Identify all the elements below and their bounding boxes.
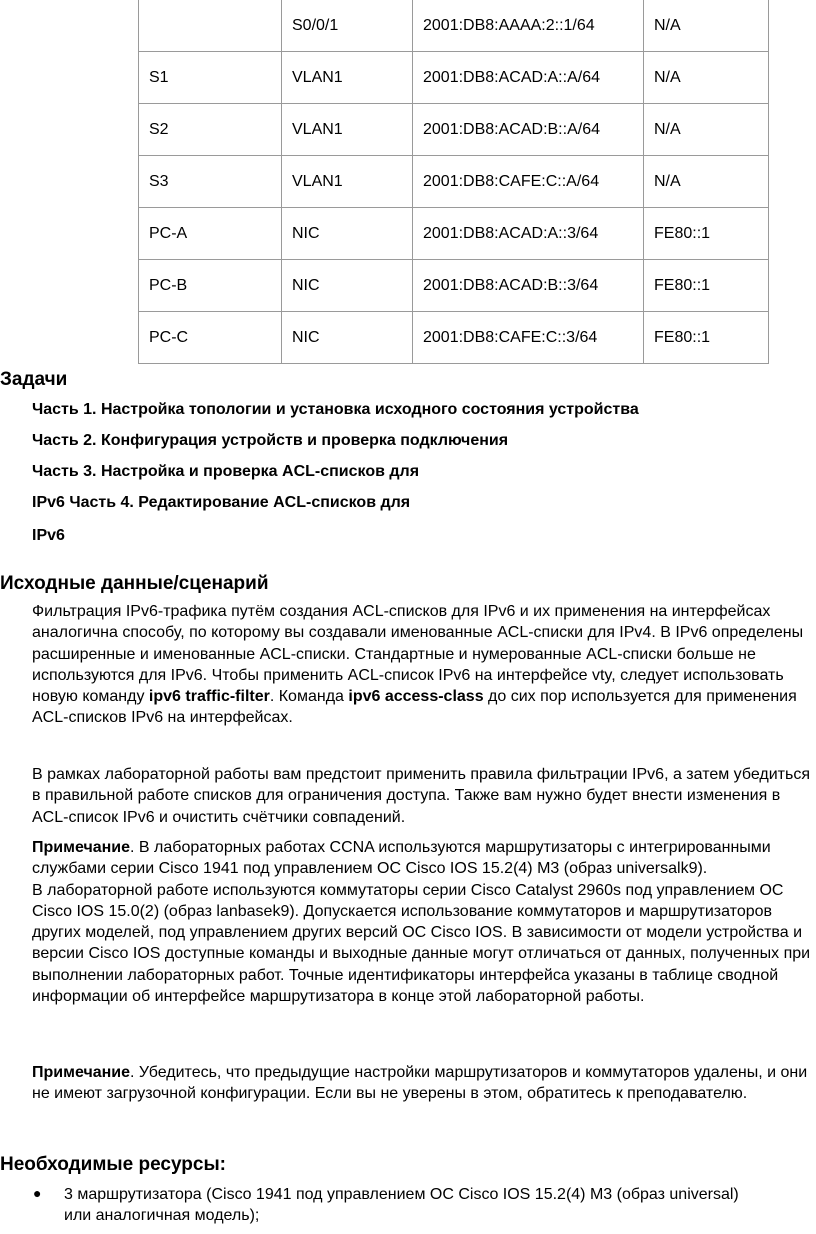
command-text: ipv6 traffic-filter	[148, 688, 270, 706]
table-cell: N/A	[644, 52, 769, 104]
table-row	[139, 52, 769, 104]
table-cell: 2001:DB8:ACAD:A::A/64	[413, 52, 644, 104]
table-cell: VLAN1	[282, 52, 413, 104]
table-cell: PC-B	[139, 260, 282, 312]
task-line: Часть 3. Настройка и проверка ACL-списков для	[32, 463, 420, 480]
note-text: В лабораторной работе используются коммутаторы серии Cisco Catalyst 2960s под управлением ОС Cisco IOS 15.0(2) (образ lanbasek9). Допускается использование коммутаторов и маршрутизаторов других моделей, под управлением других версий ОС Cisco IOS. В зависимости от модели устройства и версии Cisco IOS доступные команды и выходные данные могут отличаться от данных, полученных при выполнении лабораторных работ. Точные идентификаторы интерфейса указаны в таблице сводной информации об интерфейсе маршрутизатора в конце этой лабораторной работы.	[32, 881, 811, 1006]
table-cell: NIC	[282, 260, 413, 312]
table-cell: N/A	[644, 156, 769, 208]
note-block	[32, 1062, 812, 1105]
task-line: Часть 2. Конфигурация устройств и проверка подключения	[32, 432, 509, 449]
note-label: Примечание	[32, 839, 131, 856]
table-row	[139, 0, 769, 52]
table-cell: S1	[139, 52, 282, 104]
table-row	[139, 260, 769, 312]
table-cell: NIC	[282, 312, 413, 364]
table-row	[139, 312, 769, 364]
task-line: IPv6 Часть 4. Редактирование ACL-списков для	[32, 494, 411, 511]
resources-heading: Необходимые ресурсы:	[0, 1154, 227, 1175]
table-row	[139, 104, 769, 156]
note-label: Примечание	[32, 1064, 131, 1081]
paragraph-text: . Команда	[269, 688, 349, 706]
table-cell: 2001:DB8:ACAD:A::3/64	[413, 208, 644, 260]
table-cell	[139, 0, 282, 52]
task-line: IPv6	[32, 527, 65, 544]
table-cell: PC-C	[139, 312, 282, 364]
table-cell: PC-A	[139, 208, 282, 260]
scenario-paragraph	[32, 601, 812, 729]
scenario-paragraph: В рамках лабораторной работы вам предстоит применить правила фильтрации IPv6, а затем убедиться в правильной работе списков для ограничения доступа. Также вам нужно будет внести изменения в ACL-список IPv6 и очистить счётчики совпадений.	[32, 766, 810, 826]
table-cell: N/A	[644, 104, 769, 156]
table-cell: 2001:DB8:CAFE:C::3/64	[413, 312, 644, 364]
scenario-heading: Исходные данные/сценарий	[0, 573, 269, 594]
note-text: . В лабораторных работах CCNA используются маршрутизаторы с интегрированными службами серии Cisco 1941 под управлением ОС Cisco IOS 15.2(4) M3 (образ universalk9).	[32, 839, 771, 878]
list-item: 3 маршрутизатора (Cisco 1941 под управлением ОС Cisco IOS 15.2(4) M3 (образ universal) или аналогичная модель);	[64, 1186, 739, 1225]
table-cell: 2001:DB8:ACAD:B::3/64	[413, 260, 644, 312]
tasks-heading: Задачи	[0, 369, 68, 390]
table-cell: FE80::1	[644, 312, 769, 364]
table-cell: 2001:DB8:CAFE:C::A/64	[413, 156, 644, 208]
table-cell: VLAN1	[282, 104, 413, 156]
table-cell: S0/0/1	[282, 0, 413, 52]
note-text: . Убедитесь, что предыдущие настройки маршрутизаторов и коммутаторов удалены, и они не имеют загрузочной конфигурации. Если вы не уверены в этом, обратитесь к преподавателю.	[32, 1064, 808, 1103]
table-cell: S2	[139, 104, 282, 156]
table-row	[139, 156, 769, 208]
table-cell: N/A	[644, 0, 769, 52]
bullet-icon: ●	[33, 1185, 42, 1201]
command-text: ipv6 access-class	[348, 688, 484, 706]
addressing-table	[138, 0, 769, 364]
table-cell: 2001:DB8:ACAD:B::A/64	[413, 104, 644, 156]
table-row	[139, 208, 769, 260]
table-cell: S3	[139, 156, 282, 208]
table-cell: 2001:DB8:AAAA:2::1/64	[413, 0, 644, 52]
paragraph-text: Фильтрация IPv6-трафика путём создания ACL-списков для IPv6 и их применения на интерфейсах аналогична способу, по которому вы создавали именованные ACL-списки для IPv4. В IPv6 определены расширенные и именованные ACL-списки. Стандартные и нумерованные ACL-списки больше не используются для IPv6. Чтобы применить ACL-список IPv6 на интерфейсе vty, следует использовать новую команду	[32, 603, 804, 706]
task-line: Часть 1. Настройка топологии и установка исходного состояния устройства	[32, 401, 639, 418]
table-cell: NIC	[282, 208, 413, 260]
table-cell: FE80::1	[644, 260, 769, 312]
table-cell: VLAN1	[282, 156, 413, 208]
note-block	[32, 837, 812, 1007]
table-cell: FE80::1	[644, 208, 769, 260]
paragraph-text: до сих пор используется для применения ACL-списков IPv6 на интерфейсах.	[32, 688, 797, 727]
